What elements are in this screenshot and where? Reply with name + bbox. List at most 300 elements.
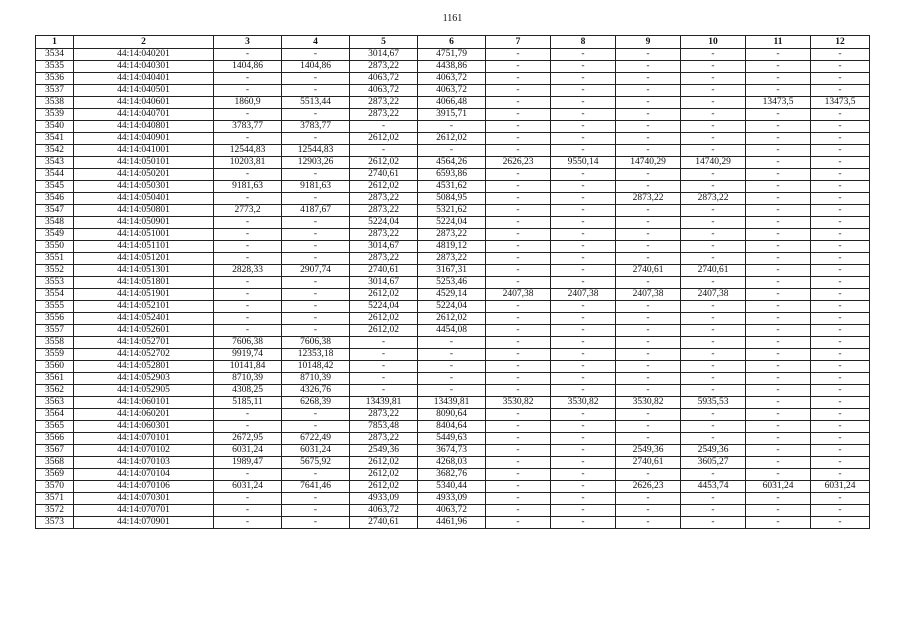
table-cell: - xyxy=(811,325,870,337)
table-cell: - xyxy=(282,229,350,241)
table-cell: - xyxy=(214,421,282,433)
table-cell: - xyxy=(811,181,870,193)
table-cell: 4066,48 xyxy=(418,97,486,109)
table-cell: 8710,39 xyxy=(282,373,350,385)
table-row xyxy=(36,73,870,85)
table-cell: - xyxy=(551,241,616,253)
table-cell: - xyxy=(551,73,616,85)
table-cell: - xyxy=(681,73,746,85)
table-cell: 44:14:052701 xyxy=(74,337,214,349)
table-cell: - xyxy=(746,517,811,529)
table-cell: 3783,77 xyxy=(282,121,350,133)
table-row xyxy=(36,193,870,205)
table-cell: 10148,42 xyxy=(282,361,350,373)
table-cell: - xyxy=(350,349,418,361)
column-header: 1 xyxy=(36,36,74,49)
table-row xyxy=(36,469,870,481)
table-cell: - xyxy=(551,337,616,349)
table-cell: - xyxy=(746,145,811,157)
table-row xyxy=(36,181,870,193)
table-cell: - xyxy=(746,337,811,349)
table-cell: - xyxy=(486,217,551,229)
table-cell: 13473,5 xyxy=(746,97,811,109)
table-cell: - xyxy=(616,505,681,517)
table-cell: - xyxy=(282,49,350,61)
table-cell: - xyxy=(486,301,551,313)
table-cell: - xyxy=(746,205,811,217)
table-cell: - xyxy=(746,109,811,121)
table-cell: - xyxy=(746,469,811,481)
table-cell: 2873,22 xyxy=(616,193,681,205)
table-cell: - xyxy=(811,313,870,325)
table-cell: 2740,61 xyxy=(350,265,418,277)
table-cell: 44:14:050901 xyxy=(74,217,214,229)
table-cell: 8710,39 xyxy=(214,373,282,385)
table-cell: 5084,95 xyxy=(418,193,486,205)
table-cell: - xyxy=(616,421,681,433)
table-cell: - xyxy=(811,421,870,433)
table-body xyxy=(36,49,870,529)
column-header: 4 xyxy=(282,36,350,49)
table-cell: - xyxy=(551,361,616,373)
table-row xyxy=(36,517,870,529)
table-cell: 5449,63 xyxy=(418,433,486,445)
table-cell: - xyxy=(486,337,551,349)
table-cell: - xyxy=(486,61,551,73)
table-cell: - xyxy=(681,313,746,325)
table-cell: - xyxy=(551,49,616,61)
table-cell: 44:14:052903 xyxy=(74,373,214,385)
table-row xyxy=(36,145,870,157)
table-row xyxy=(36,445,870,457)
table-cell: - xyxy=(746,253,811,265)
table-cell: 14740,29 xyxy=(616,157,681,169)
table-cell: 6268,39 xyxy=(282,397,350,409)
table-cell: - xyxy=(551,193,616,205)
table-cell: 3569 xyxy=(36,469,74,481)
table-cell: 44:14:051301 xyxy=(74,265,214,277)
table-cell: 3550 xyxy=(36,241,74,253)
table-cell: - xyxy=(616,385,681,397)
table-cell: 9181,63 xyxy=(214,181,282,193)
table-cell: - xyxy=(551,421,616,433)
table-cell: 44:14:041001 xyxy=(74,145,214,157)
table-cell: - xyxy=(551,373,616,385)
table-cell: - xyxy=(616,85,681,97)
table-cell: - xyxy=(681,373,746,385)
table-cell: 6031,24 xyxy=(811,481,870,493)
table-cell: 3538 xyxy=(36,97,74,109)
table-cell: - xyxy=(811,193,870,205)
table-cell: - xyxy=(746,385,811,397)
table-cell: - xyxy=(681,325,746,337)
table-cell: 6031,24 xyxy=(214,481,282,493)
table-cell: 10141,84 xyxy=(214,361,282,373)
table-cell: - xyxy=(746,61,811,73)
table-cell: - xyxy=(681,277,746,289)
table-cell: 3014,67 xyxy=(350,241,418,253)
table-cell: - xyxy=(811,445,870,457)
table-cell: 44:14:070701 xyxy=(74,505,214,517)
table-cell: - xyxy=(746,73,811,85)
table-cell: 3554 xyxy=(36,289,74,301)
table-cell: 6593,86 xyxy=(418,169,486,181)
table-cell: 2907,74 xyxy=(282,265,350,277)
table-cell: - xyxy=(681,205,746,217)
table-cell: - xyxy=(811,289,870,301)
table-cell: - xyxy=(418,385,486,397)
table-cell: 4819,12 xyxy=(418,241,486,253)
table-cell: - xyxy=(418,145,486,157)
table-cell: 13439,81 xyxy=(350,397,418,409)
table-cell: - xyxy=(486,73,551,85)
table-cell: 2612,02 xyxy=(350,457,418,469)
table-cell: - xyxy=(616,349,681,361)
table-cell: 44:14:040901 xyxy=(74,133,214,145)
table-cell: 2407,38 xyxy=(551,289,616,301)
table-cell: 2740,61 xyxy=(350,517,418,529)
table-cell: 44:14:060201 xyxy=(74,409,214,421)
table-row xyxy=(36,241,870,253)
table-cell: 2873,22 xyxy=(418,253,486,265)
table-cell: - xyxy=(811,505,870,517)
table-cell: - xyxy=(746,349,811,361)
table-cell: - xyxy=(616,49,681,61)
table-cell: 12903,26 xyxy=(282,157,350,169)
table-cell: 5253,46 xyxy=(418,277,486,289)
table-cell: 10203,81 xyxy=(214,157,282,169)
table-cell: - xyxy=(214,229,282,241)
table-cell: 3571 xyxy=(36,493,74,505)
table-cell: - xyxy=(214,505,282,517)
table-cell: 4751,79 xyxy=(418,49,486,61)
table-cell: 4933,09 xyxy=(418,493,486,505)
table-row xyxy=(36,505,870,517)
table-cell: - xyxy=(616,241,681,253)
table-cell: - xyxy=(681,505,746,517)
table-cell: 3530,82 xyxy=(616,397,681,409)
table-cell: 3563 xyxy=(36,397,74,409)
table-cell: - xyxy=(551,265,616,277)
table-cell: 3553 xyxy=(36,277,74,289)
table-row xyxy=(36,205,870,217)
table-cell: - xyxy=(746,229,811,241)
table-cell: 13439,81 xyxy=(418,397,486,409)
table-cell: 4063,72 xyxy=(418,85,486,97)
table-cell: - xyxy=(616,361,681,373)
table-cell: - xyxy=(486,109,551,121)
table-cell: 44:14:040501 xyxy=(74,85,214,97)
table-cell: - xyxy=(282,325,350,337)
table-cell: 4063,72 xyxy=(350,505,418,517)
table-cell: - xyxy=(681,145,746,157)
table-cell: - xyxy=(616,277,681,289)
table-cell: - xyxy=(551,409,616,421)
table-cell: 2407,38 xyxy=(616,289,681,301)
table-row xyxy=(36,121,870,133)
table-row xyxy=(36,157,870,169)
table-cell: - xyxy=(681,385,746,397)
table-cell: - xyxy=(811,433,870,445)
table-cell: - xyxy=(746,325,811,337)
table-cell: - xyxy=(616,253,681,265)
table-row xyxy=(36,337,870,349)
table-cell: - xyxy=(681,253,746,265)
table-cell: 4453,74 xyxy=(681,481,746,493)
table-cell: - xyxy=(811,241,870,253)
table-cell: 6031,24 xyxy=(214,445,282,457)
table-cell: - xyxy=(746,433,811,445)
table-cell: 3559 xyxy=(36,349,74,361)
table-cell: 3548 xyxy=(36,217,74,229)
table-cell: - xyxy=(551,313,616,325)
table-cell: 5935,53 xyxy=(681,397,746,409)
table-cell: 2612,02 xyxy=(350,181,418,193)
table-cell: - xyxy=(811,409,870,421)
table-row xyxy=(36,253,870,265)
table-cell: - xyxy=(551,205,616,217)
table-cell: - xyxy=(551,301,616,313)
table-cell: - xyxy=(214,469,282,481)
table-cell: 4454,08 xyxy=(418,325,486,337)
table-cell: - xyxy=(811,373,870,385)
table-cell: - xyxy=(486,97,551,109)
table-cell: - xyxy=(282,193,350,205)
column-header: 8 xyxy=(551,36,616,49)
table-cell: - xyxy=(616,109,681,121)
table-cell: - xyxy=(551,61,616,73)
table-cell: - xyxy=(811,277,870,289)
table-cell: - xyxy=(486,421,551,433)
table-cell: 2773,2 xyxy=(214,205,282,217)
table-cell: 4063,72 xyxy=(350,73,418,85)
table-cell: - xyxy=(746,301,811,313)
table-cell: - xyxy=(811,217,870,229)
table-row xyxy=(36,373,870,385)
table-cell: - xyxy=(681,121,746,133)
table-cell: - xyxy=(616,145,681,157)
table-cell: - xyxy=(681,169,746,181)
table-cell: - xyxy=(681,337,746,349)
table-cell: 2873,22 xyxy=(350,193,418,205)
column-header: 2 xyxy=(74,36,214,49)
table-cell: 5340,44 xyxy=(418,481,486,493)
table-cell: - xyxy=(282,241,350,253)
table-cell: 2612,02 xyxy=(350,133,418,145)
table-cell: - xyxy=(418,373,486,385)
table-cell: 6722,49 xyxy=(282,433,350,445)
table-cell: - xyxy=(486,193,551,205)
table-cell: - xyxy=(811,361,870,373)
table-cell: - xyxy=(616,409,681,421)
table-cell: - xyxy=(811,337,870,349)
table-cell: - xyxy=(486,85,551,97)
table-cell: 3549 xyxy=(36,229,74,241)
table-cell: - xyxy=(616,313,681,325)
table-cell: 1404,86 xyxy=(282,61,350,73)
table-cell: - xyxy=(282,505,350,517)
table-cell: - xyxy=(214,409,282,421)
table-cell: - xyxy=(746,193,811,205)
table-row xyxy=(36,85,870,97)
table-cell: - xyxy=(486,361,551,373)
table-cell: 3561 xyxy=(36,373,74,385)
table-row xyxy=(36,217,870,229)
table-row xyxy=(36,493,870,505)
table-cell: - xyxy=(616,301,681,313)
table-cell: 2612,02 xyxy=(350,325,418,337)
table-cell: - xyxy=(681,409,746,421)
table-cell: - xyxy=(282,517,350,529)
table-cell: 5321,62 xyxy=(418,205,486,217)
table-cell: - xyxy=(811,49,870,61)
table-row xyxy=(36,325,870,337)
table-cell: - xyxy=(616,469,681,481)
table-row xyxy=(36,133,870,145)
table-cell: - xyxy=(214,253,282,265)
table-cell: - xyxy=(486,469,551,481)
table-cell: - xyxy=(681,133,746,145)
table-cell: 3540 xyxy=(36,121,74,133)
table-cell: 44:14:070901 xyxy=(74,517,214,529)
table-cell: 44:14:050201 xyxy=(74,169,214,181)
table-cell: 44:14:070101 xyxy=(74,433,214,445)
table-cell: - xyxy=(418,121,486,133)
table-cell: 44:14:070104 xyxy=(74,469,214,481)
table-cell: 3572 xyxy=(36,505,74,517)
table-cell: - xyxy=(616,61,681,73)
table-cell: 3541 xyxy=(36,133,74,145)
table-cell: - xyxy=(811,265,870,277)
table-cell: 3539 xyxy=(36,109,74,121)
table-cell: 44:14:052801 xyxy=(74,361,214,373)
table-cell: - xyxy=(746,361,811,373)
table-cell: - xyxy=(746,373,811,385)
table-cell: 4308,25 xyxy=(214,385,282,397)
table-cell: - xyxy=(486,325,551,337)
table-cell: - xyxy=(616,337,681,349)
table-cell: - xyxy=(418,361,486,373)
table-cell: 2549,36 xyxy=(616,445,681,457)
table-cell: 3555 xyxy=(36,301,74,313)
table-cell: - xyxy=(486,133,551,145)
table-cell: 3530,82 xyxy=(551,397,616,409)
table-cell: 3556 xyxy=(36,313,74,325)
table-row xyxy=(36,313,870,325)
table-cell: - xyxy=(746,409,811,421)
table-row xyxy=(36,385,870,397)
table-cell: - xyxy=(350,121,418,133)
column-header: 11 xyxy=(746,36,811,49)
table-cell: - xyxy=(551,385,616,397)
table-cell: - xyxy=(811,169,870,181)
table-cell: - xyxy=(746,133,811,145)
table-cell: - xyxy=(486,373,551,385)
table-cell: - xyxy=(616,433,681,445)
table-cell: 44:14:051801 xyxy=(74,277,214,289)
table-cell: - xyxy=(746,121,811,133)
table-cell: - xyxy=(681,517,746,529)
table-cell: 4187,67 xyxy=(282,205,350,217)
table-cell: 3567 xyxy=(36,445,74,457)
table-cell: - xyxy=(681,109,746,121)
table-cell: - xyxy=(551,457,616,469)
table-row xyxy=(36,421,870,433)
table-cell: 9181,63 xyxy=(282,181,350,193)
table-cell: - xyxy=(616,133,681,145)
table-cell: 3682,76 xyxy=(418,469,486,481)
table-cell: 3558 xyxy=(36,337,74,349)
table-cell: - xyxy=(214,289,282,301)
column-header: 7 xyxy=(486,36,551,49)
table-cell: - xyxy=(616,97,681,109)
table-cell: 2612,02 xyxy=(418,313,486,325)
table-cell: 2612,02 xyxy=(350,313,418,325)
table-cell: 2873,22 xyxy=(418,229,486,241)
table-row xyxy=(36,49,870,61)
table-cell: 4564,26 xyxy=(418,157,486,169)
table-cell: 5513,44 xyxy=(282,97,350,109)
table-cell: - xyxy=(214,217,282,229)
table-cell: 5224,04 xyxy=(418,301,486,313)
table-cell: - xyxy=(811,469,870,481)
table-cell: - xyxy=(282,169,350,181)
table-cell: 7606,38 xyxy=(282,337,350,349)
table-cell: 3552 xyxy=(36,265,74,277)
table-cell: 4529,14 xyxy=(418,289,486,301)
table-cell: - xyxy=(811,205,870,217)
table-cell: 2740,61 xyxy=(616,457,681,469)
table-cell: - xyxy=(282,133,350,145)
table-cell: 3014,67 xyxy=(350,49,418,61)
column-header: 10 xyxy=(681,36,746,49)
table-cell: - xyxy=(282,85,350,97)
table-cell: - xyxy=(282,289,350,301)
table-cell: - xyxy=(616,217,681,229)
table-cell: 4063,72 xyxy=(418,505,486,517)
table-cell: - xyxy=(551,481,616,493)
table-cell: 2873,22 xyxy=(681,193,746,205)
table-cell: 3014,67 xyxy=(350,277,418,289)
table-cell: 2407,38 xyxy=(486,289,551,301)
table-cell: - xyxy=(486,457,551,469)
table-cell: 44:14:051901 xyxy=(74,289,214,301)
table-cell: 13473,5 xyxy=(811,97,870,109)
table-cell: - xyxy=(551,145,616,157)
table-cell: - xyxy=(486,241,551,253)
table-cell: - xyxy=(551,169,616,181)
table-cell: - xyxy=(681,181,746,193)
table-cell: - xyxy=(282,313,350,325)
table-cell: - xyxy=(811,109,870,121)
table-cell: 3530,82 xyxy=(486,397,551,409)
table-cell: 5675,92 xyxy=(282,457,350,469)
table-cell: 44:14:040201 xyxy=(74,49,214,61)
table-row xyxy=(36,109,870,121)
table-cell: 4933,09 xyxy=(350,493,418,505)
table-cell: 4461,96 xyxy=(418,517,486,529)
table-cell: - xyxy=(214,109,282,121)
table-cell: - xyxy=(811,493,870,505)
table-cell: - xyxy=(551,493,616,505)
table-cell: 8404,64 xyxy=(418,421,486,433)
table-cell: - xyxy=(551,349,616,361)
table-cell: - xyxy=(214,493,282,505)
table-cell: 3605,27 xyxy=(681,457,746,469)
table-cell: - xyxy=(282,409,350,421)
table-cell: - xyxy=(486,409,551,421)
table-cell: - xyxy=(486,169,551,181)
